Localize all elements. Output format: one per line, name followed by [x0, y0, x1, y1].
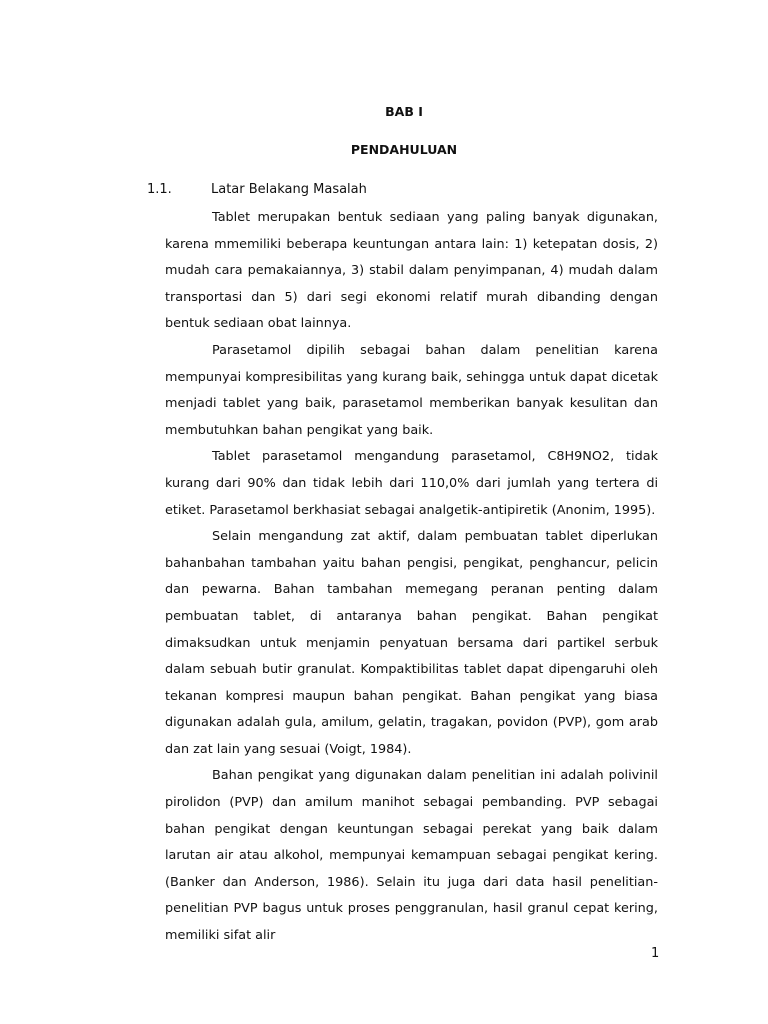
paragraph: Tablet merupakan bentuk sediaan yang paling banyak digunakan, karena mmemiliki beberapa keuntungan antara lain: 1) ketepatan dosis, 2) mudah cara pemakaiannya, 3) stabil dalam penyimpanan, 4) mudah dalam transportasi dan 5) dari segi ekonomi relatif murah dibanding dengan bentuk sediaan obat lainnya.	[165, 210, 658, 332]
paragraph: Parasetamol dipilih sebagai bahan dalam penelitian karena mempunyai kompresibilitas yang kurang baik, sehingga untuk dapat dicetak menjadi tablet yang baik, parasetamol memberikan banyak kesulitan dan membutuhkan bahan pengikat yang baik.	[165, 342, 658, 438]
paragraph: Bahan pengikat yang digunakan dalam penelitian ini adalah polivinil pirolidon (PVP) dan amilum manihot sebagai pembanding. PVP sebagai bahan pengikat dengan keuntungan sebagai perekat yang baik dalam larutan air atau alkohol, mempunyai kemampuan sebagai pengikat kering. (Banker dan Anderson, 1986). Selain itu juga dari data hasil penelitian-penelitian PVP bagus untuk proses penggranulan, hasil granul cepat kering, memiliki sifat alir	[165, 768, 658, 944]
body-text	[165, 205, 658, 950]
paragraph: Tablet parasetamol mengandung parasetamol, C8H9NO2, tidak kurang dari 90% dan tidak lebih dari 110,0% dari jumlah yang tertera di etiket. Parasetamol berkhasiat sebagai analgetik-antipiretik (Anonim, 1995).	[165, 449, 658, 518]
chapter-label: BAB I	[385, 104, 423, 119]
section-number: 1.1.	[147, 182, 172, 197]
chapter-title: PENDAHULUAN	[350, 142, 458, 157]
paragraph: Selain mengandung zat aktif, dalam pembuatan tablet diperlukan bahanbahan tambahan yaitu bahan pengisi, pengikat, penghancur, pelicin dan pewarna. Bahan tambahan memegang peranan penting dalam pembuatan tablet, di antaranya bahan pengikat. Bahan pengikat dimaksudkan untuk menjamin penyatuan bersama dari partikel serbuk dalam sebuah butir granulat. Kompaktibilitas tablet dapat dipengaruhi oleh tekanan kompresi maupun bahan pengikat. Bahan pengikat yang biasa digunakan adalah gula, amilum, gelatin, tragakan, povidon (PVP), gom arab dan zat lain yang sesuai (Voigt, 1984).	[165, 529, 658, 757]
section-heading	[147, 182, 367, 197]
section-title: Latar Belakang Masalah	[211, 182, 367, 197]
page-number: 1	[651, 946, 660, 961]
